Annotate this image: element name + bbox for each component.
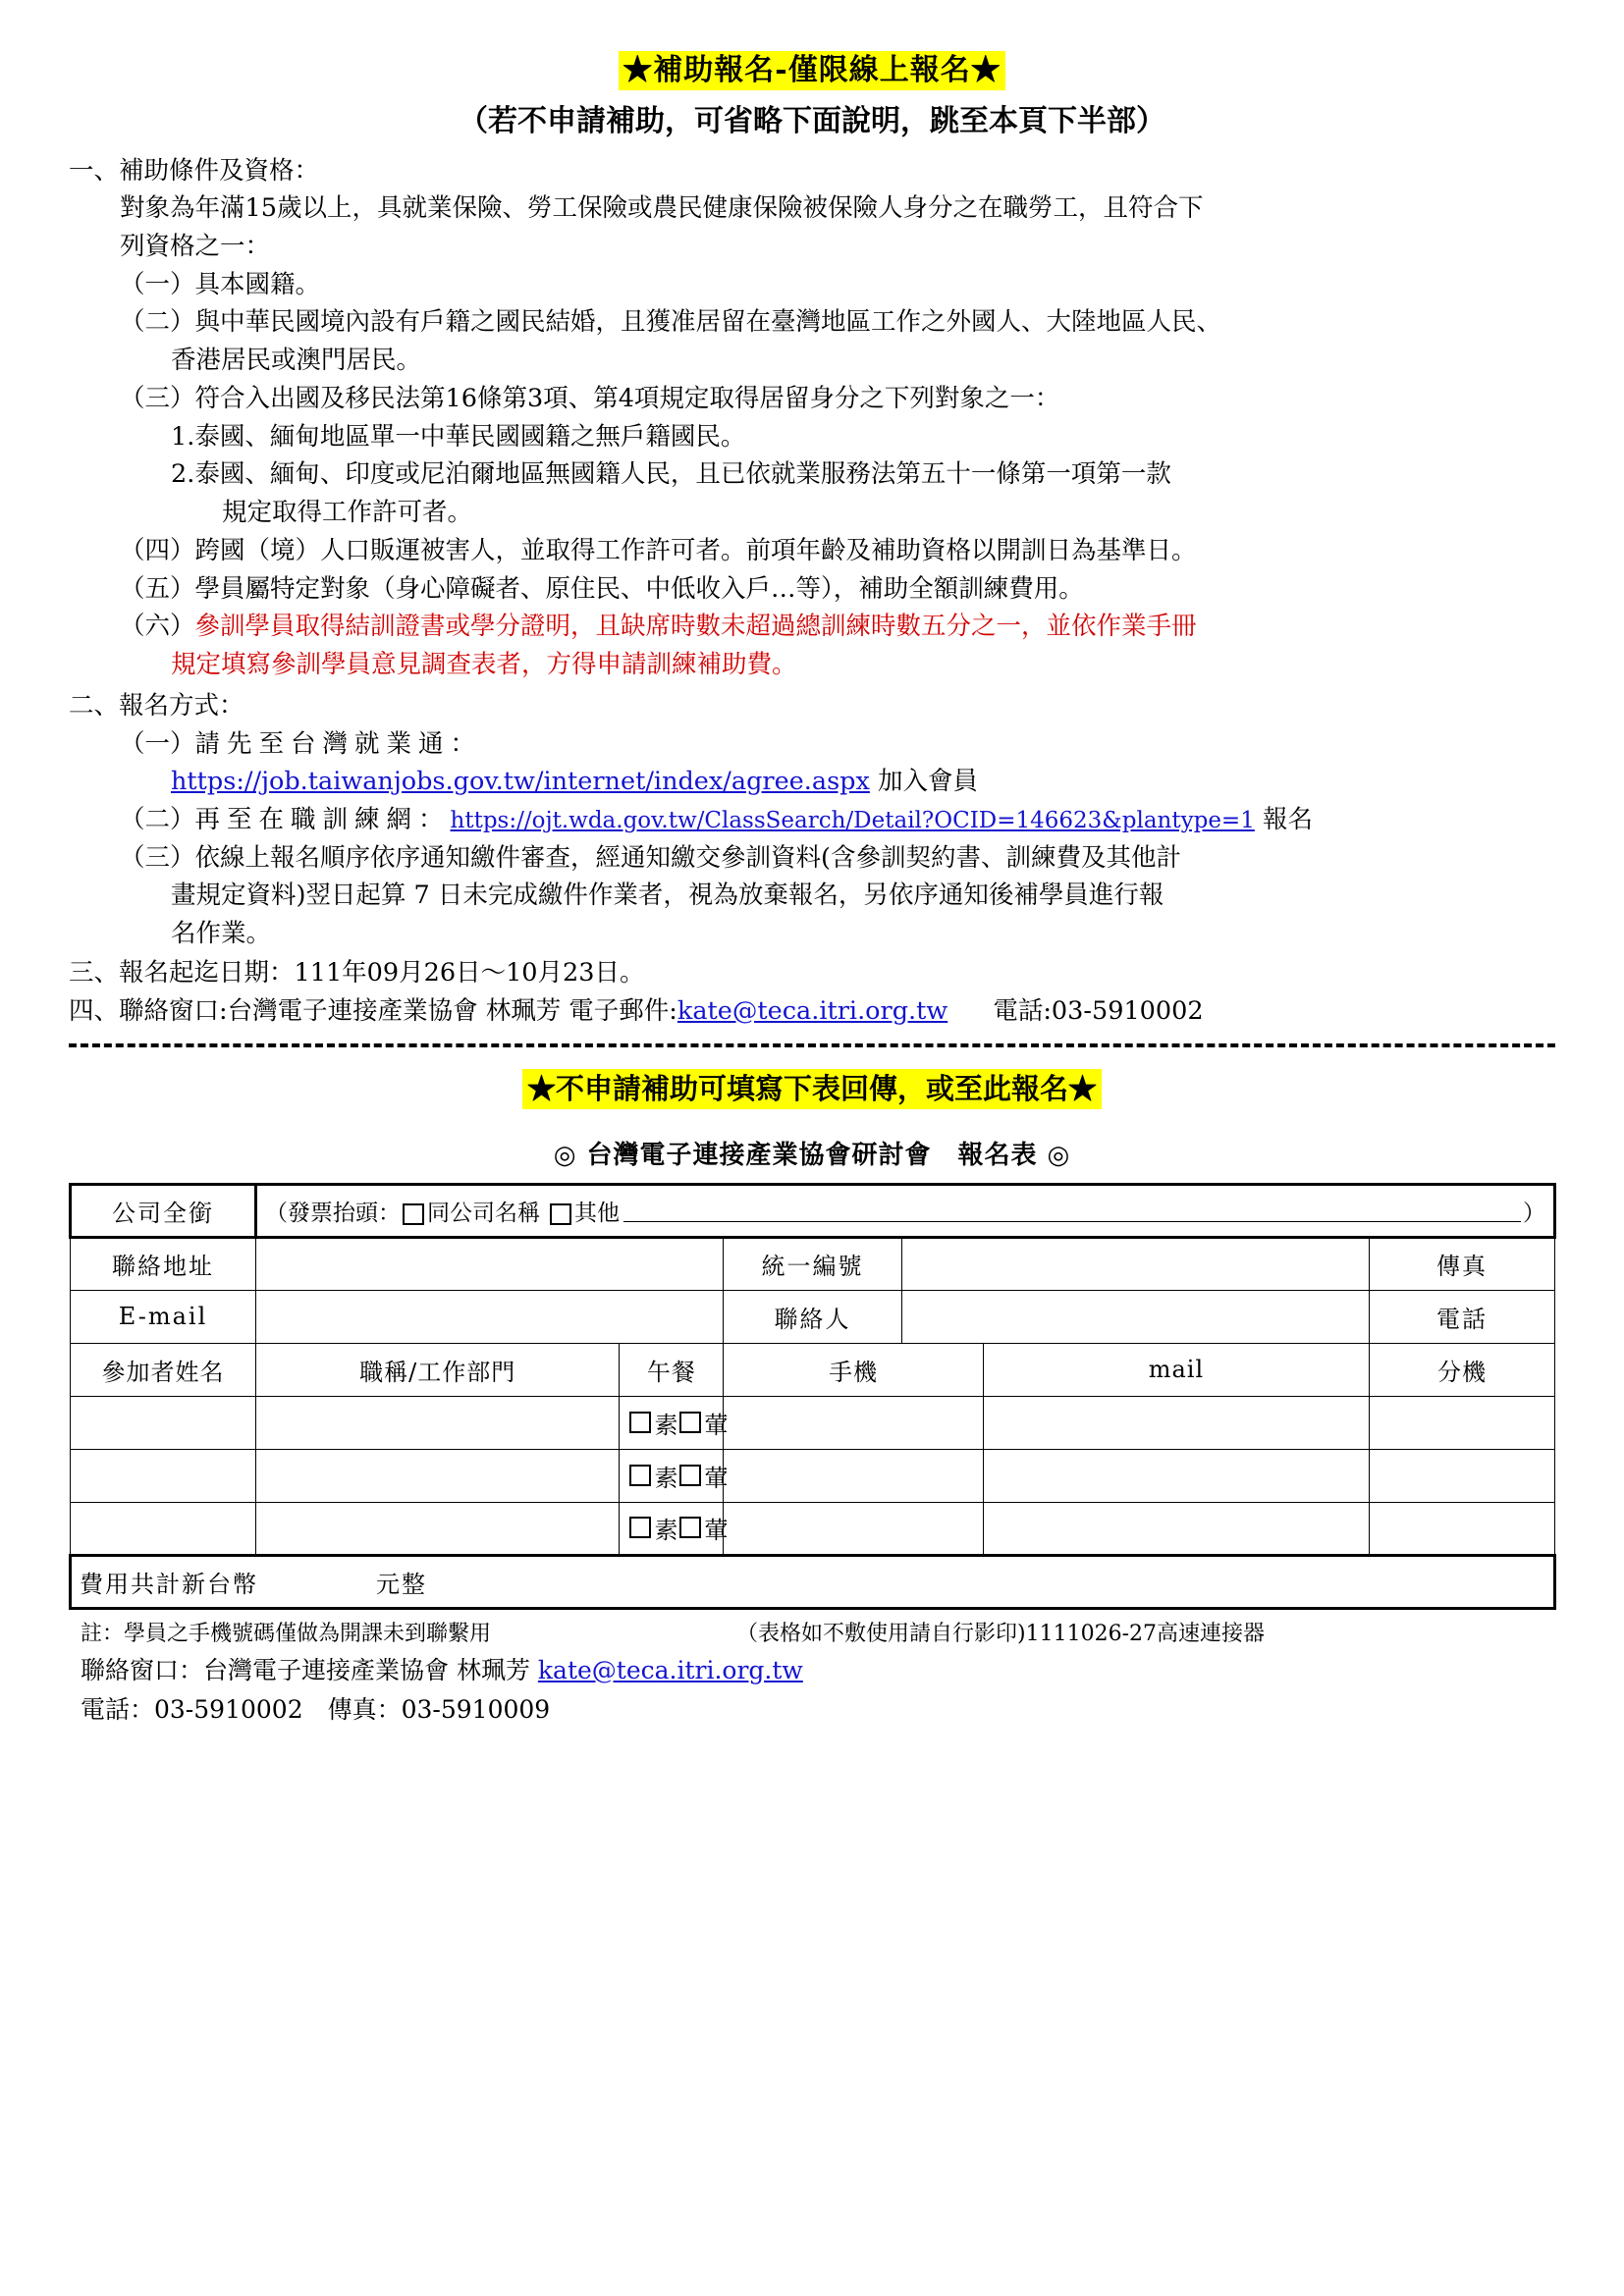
item-2-text: 與中華民國境內設有戶籍之國民結婚，且獲准居留在臺灣地區工作之外國人、大陸地區人民、 (194, 307, 1222, 338)
sub-item-2-label: 2. (171, 459, 195, 490)
lunch-meat-checkbox[interactable] (679, 1517, 701, 1538)
section-2-item-1-url-row (69, 764, 1555, 801)
table-row-total (71, 1555, 1555, 1608)
section-1-item-6 (69, 609, 1555, 646)
section-2-item-3-line-3: 名作業。 (171, 919, 272, 949)
invoice-header-line (265, 1195, 1545, 1227)
participant-title-cell[interactable] (256, 1449, 620, 1502)
lunch-vegetarian-checkbox[interactable] (629, 1412, 651, 1433)
footer-tel-fax: 電話：03-5910002 傳真：03-5910009 (81, 1694, 551, 1724)
section-2-item-2 (69, 802, 1555, 839)
lunch-vegetarian-label: 素 (654, 1464, 678, 1492)
participant-mail-cell[interactable] (983, 1449, 1369, 1502)
taiwanjobs-link[interactable]: https://job.taiwanjobs.gov.tw/internet/index/agree.aspx (171, 767, 870, 797)
registration-table-title: ◎ 台灣電子連接產業協會研討會 報名表 ◎ (553, 1140, 1071, 1170)
footer-email-link[interactable]: kate@teca.itri.org.tw (537, 1655, 803, 1684)
section-4-phone: 電話:03-5910002 (993, 995, 1204, 1026)
table-row (71, 1396, 1555, 1449)
invoice-option-same: 同公司名稱 (427, 1200, 540, 1226)
section-1-item-5 (69, 571, 1555, 609)
section-1-sub-item-1 (69, 419, 1555, 456)
section-divider (69, 1043, 1555, 1047)
item-5-label: （五） (120, 573, 195, 604)
column-header-mail: mail (983, 1343, 1369, 1396)
participant-extension-cell[interactable] (1369, 1502, 1554, 1555)
section-1-item-4 (69, 533, 1555, 570)
address-label: 聯絡地址 (71, 1237, 256, 1290)
section-1-intro-line-2: 列資格之一： (120, 231, 271, 261)
form-title-row (69, 1069, 1555, 1108)
lunch-vegetarian-label: 素 (654, 1411, 678, 1439)
participant-mobile-cell[interactable] (724, 1502, 984, 1555)
section-4-prefix: 四、聯絡窗口:台灣電子連接產業協會 林珮芳 電子郵件: (69, 995, 677, 1026)
total-label: 費用共計新台幣 (80, 1570, 258, 1598)
ojt-wda-link[interactable]: https://ojt.wda.gov.tw/ClassSearch/Detail?OCID=146623&plantype=1 (450, 807, 1255, 833)
section-1-heading: 一、補助條件及資格： (69, 155, 320, 186)
table-row (71, 1449, 1555, 1502)
table-row-address (71, 1237, 1555, 1290)
item-4-label: （四） (120, 535, 195, 565)
item-1-text: 具本國籍。 (194, 269, 321, 299)
table-row-company (71, 1184, 1555, 1237)
table-row-participant-header (71, 1343, 1555, 1396)
section-2-item-1 (69, 726, 1555, 764)
invoice-other-input-line[interactable] (623, 1220, 1521, 1222)
fax-label: 傳真 (1369, 1237, 1554, 1290)
footer-contact-prefix: 聯絡窗口：台灣電子連接產業協會 林珮芳 (81, 1655, 530, 1684)
lunch-meat-label: 葷 (704, 1517, 729, 1545)
participant-extension-cell[interactable] (1369, 1449, 1554, 1502)
company-value-cell[interactable] (256, 1184, 1555, 1237)
item-3-text: 符合入出國及移民法第16條第3項、第4項規定取得居留身分之下列對象之一： (194, 383, 1060, 413)
lunch-vegetarian-label: 素 (654, 1517, 678, 1545)
footer-note-row (69, 1618, 1555, 1651)
participant-mail-cell[interactable] (983, 1502, 1369, 1555)
email-label: E-mail (71, 1290, 256, 1343)
section-2-item-3-line-1: 依線上報名順序依序通知繳件審查，經通知繳交參訓資料(含參訓契約書、訓練費及其他計 (194, 842, 1181, 873)
sub-item-1-label: 1. (171, 421, 195, 452)
participant-mobile-cell[interactable] (724, 1396, 984, 1449)
subtitle: （若不申請補助，可省略下面說明，跳至本頁下半部） (459, 103, 1165, 138)
address-input-cell[interactable] (256, 1237, 724, 1290)
lunch-vegetarian-checkbox[interactable] (629, 1517, 651, 1538)
contact-person-input-cell[interactable] (901, 1290, 1369, 1343)
table-row-email (71, 1290, 1555, 1343)
section-2-item-3 (69, 840, 1555, 878)
invoice-other-checkbox[interactable] (550, 1203, 571, 1225)
footer-contact-row (69, 1651, 1555, 1690)
participant-mobile-cell[interactable] (724, 1449, 984, 1502)
column-header-name: 參加者姓名 (71, 1343, 256, 1396)
contact-person-label: 聯絡人 (724, 1290, 901, 1343)
lunch-meat-label: 葷 (704, 1464, 729, 1492)
participant-mail-cell[interactable] (983, 1396, 1369, 1449)
section-2-item-2-suffix: 報名 (1262, 804, 1313, 834)
section-1-item-2 (69, 304, 1555, 342)
invoice-same-as-company-checkbox[interactable] (403, 1203, 424, 1225)
section-1-item-6-cont: 規定填寫參訓學員意見調查表者，方得申請訓練補助費。 (171, 650, 797, 680)
document-footer (69, 1618, 1555, 1730)
lunch-meat-label: 葷 (704, 1411, 729, 1439)
contact-email-link[interactable]: kate@teca.itri.org.tw (677, 995, 948, 1026)
participant-name-cell[interactable] (71, 1396, 256, 1449)
sub-item-2-text: 泰國、緬甸、印度或尼泊爾地區無國籍人民，且已依就業服務法第五十一條第一項第一款 (194, 459, 1171, 490)
item-6-text: 參訓學員取得結訓證書或學分證明，且缺席時數未超過總訓練時數五分之一，並依作業手冊 (194, 612, 1197, 642)
section-1-sub-item-2 (69, 456, 1555, 494)
section-4 (69, 993, 1555, 1031)
section-1-item-1 (69, 267, 1555, 304)
participant-lunch-cell[interactable] (620, 1396, 729, 1449)
phone-label: 電話 (1369, 1290, 1554, 1343)
section-3-heading: 三、報名起迄日期：111年09月26日～10月23日。 (69, 957, 645, 988)
table-row (71, 1502, 1555, 1555)
section-2-item-1-label: （一） (120, 728, 195, 759)
highlighted-main-title: ★補助報名-僅限線上報名★ (619, 51, 1004, 90)
section-1-sub-item-2-cont: 規定取得工作許可者。 (222, 498, 473, 528)
highlighted-form-title: ★不申請補助可填寫下表回傳，或至此報名★ (522, 1069, 1102, 1108)
section-2 (69, 688, 1555, 953)
invoice-suffix: ） (1522, 1200, 1545, 1226)
section-1 (69, 153, 1555, 684)
section-2-item-3-line-2: 畫規定資料)翌日起算 7 日未完成繳件作業者，視為放棄報名，另依序通知後補學員進行報 (171, 881, 1164, 911)
section-1-item-2-cont: 香港居民或澳門居民。 (171, 346, 422, 376)
total-amount-cell[interactable] (71, 1555, 1555, 1608)
participant-lunch-cell[interactable] (620, 1449, 729, 1502)
participant-lunch-cell[interactable] (620, 1502, 729, 1555)
participant-name-cell[interactable] (71, 1502, 256, 1555)
section-1-intro-line-1: 對象為年滿15歲以上，具就業保險、勞工保險或農民健康保險被保險人身分之在職勞工，且符合下 (120, 193, 1204, 224)
registration-table (69, 1183, 1555, 1610)
lunch-vegetarian-checkbox[interactable] (629, 1465, 651, 1486)
lunch-meat-checkbox[interactable] (679, 1465, 701, 1486)
item-6-label: （六） (120, 612, 195, 642)
item-2-label: （二） (120, 307, 195, 338)
section-2-item-2-text: 再至在職訓練網： (194, 804, 451, 834)
main-title-row (69, 51, 1555, 90)
section-2-item-3-label: （三） (120, 842, 195, 873)
column-header-extension: 分機 (1369, 1343, 1554, 1396)
total-unit: 元整 (376, 1570, 427, 1598)
item-5-text: 學員屬特定對象（身心障礙者、原住民、中低收入戶…等），補助全額訓練費用。 (194, 573, 1084, 604)
footer-note: 註：學員之手機號碼僅做為開課未到聯繫用 (81, 1621, 492, 1646)
column-header-title: 職稱/工作部門 (256, 1343, 620, 1396)
item-3-label: （三） (120, 383, 195, 413)
participant-name-cell[interactable] (71, 1449, 256, 1502)
section-2-item-2-label: （二） (120, 804, 195, 834)
participant-extension-cell[interactable] (1369, 1396, 1554, 1449)
section-3 (69, 955, 1555, 992)
tax-id-input-cell[interactable] (901, 1237, 1369, 1290)
sub-item-1-text: 泰國、緬甸地區單一中華民國國籍之無戶籍國民。 (194, 421, 746, 452)
section-2-item-1-text: 請先至台灣就業通： (194, 728, 483, 759)
section-2-heading: 二、報名方式： (69, 690, 244, 721)
item-1-label: （一） (120, 269, 195, 299)
footer-copy-note: （表格如不敷使用請自行影印)1111026-27高速連接器 (736, 1621, 1266, 1646)
email-input-cell[interactable] (256, 1290, 724, 1343)
company-label: 公司全銜 (71, 1184, 256, 1237)
invoice-option-other: 其他 (574, 1200, 620, 1226)
participant-title-cell[interactable] (256, 1502, 620, 1555)
participant-title-cell[interactable] (256, 1396, 620, 1449)
section-1-item-3 (69, 381, 1555, 418)
invoice-prefix: （發票抬頭： (265, 1200, 401, 1226)
column-header-lunch: 午餐 (620, 1343, 724, 1396)
section-2-item-1-suffix: 加入會員 (877, 767, 978, 797)
item-4-text: 跨國（境）人口販運被害人，並取得工作許可者。前項年齡及補助資格以開訓日為基準日。 (194, 535, 1197, 565)
section-4-contact-row (69, 993, 1555, 1031)
column-header-mobile: 手機 (724, 1343, 984, 1396)
lunch-meat-checkbox[interactable] (679, 1412, 701, 1433)
tax-id-label: 統一編號 (724, 1237, 901, 1290)
